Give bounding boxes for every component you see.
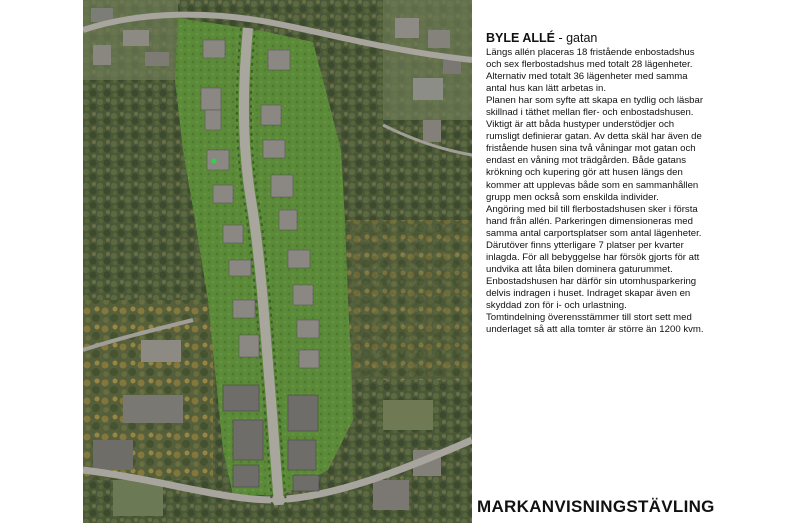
body-line: antal hus kan lätt arbetas in.: [486, 83, 606, 95]
body-line: fristående husen sina två våningar mot gatan och: [486, 143, 696, 155]
body-line: delvis indragen i huset. Indraget skapar även en: [486, 287, 691, 299]
document-title: [486, 30, 771, 46]
aerial-site-plan: [83, 0, 472, 523]
body-line: endast en våning mot trädgården. Både gatans: [486, 155, 687, 167]
body-line: hand från allén. Parkeringen dimensioneras med: [486, 215, 693, 227]
competition-footer-title: MARKANVISNINGSTÄVLING: [477, 497, 715, 516]
body-line: och sex flerbostadshus med totalt 28 lägenheter.: [486, 59, 693, 71]
body-line: Planen har som syfte att skapa en tydlig och läsbar: [486, 95, 704, 107]
body-paragraph: [486, 47, 771, 336]
body-line: grupp men också som enskilda individer.: [486, 191, 659, 203]
body-line: rumsligt definierar gatan. Av detta skäl har även de: [486, 131, 702, 143]
body-line: krökning och kupering gör att husen längs den: [486, 167, 683, 179]
title-separator: -: [554, 31, 567, 45]
description-text-block: [486, 30, 771, 336]
body-line: inlagda. För all bebyggelse har försök gjorts för att: [486, 251, 700, 263]
body-line: Därutöver finns ytterligare 7 platser per kvarter: [486, 239, 684, 251]
body-line: skillnad i täthet mellan fler- och enbostadshusen.: [486, 107, 694, 119]
body-line: kommer att upplevas både som en sammanhållen: [486, 179, 699, 191]
body-line: undvika att låta bilen dominera gaturummet.: [486, 263, 673, 275]
body-line: Tomtindelning överensstämmer till stort sett med: [486, 312, 692, 324]
body-line: Enbostadshusen har därför sin utomhusparkering: [486, 275, 697, 287]
body-line: Angöring med bil till flerbostadshusen sker i första: [486, 203, 698, 215]
title-suffix: gatan: [566, 31, 598, 45]
title-name: BYLE ALLÉ: [486, 31, 555, 45]
body-line: underlaget så att alla tomter är större än 1200 kvm.: [486, 324, 704, 336]
body-line: Viktigt är att båda hustyper understödjer och: [486, 119, 675, 131]
body-line: Längs allén placeras 18 fristående enbostadshus: [486, 47, 695, 58]
body-line: samma antal carportsplatser som antal lägenheter.: [486, 227, 702, 239]
body-line: skyddad zon för i- och urlastning.: [486, 299, 627, 311]
body-line: Alternativ med totalt 36 lägenheter med samma: [486, 71, 688, 83]
